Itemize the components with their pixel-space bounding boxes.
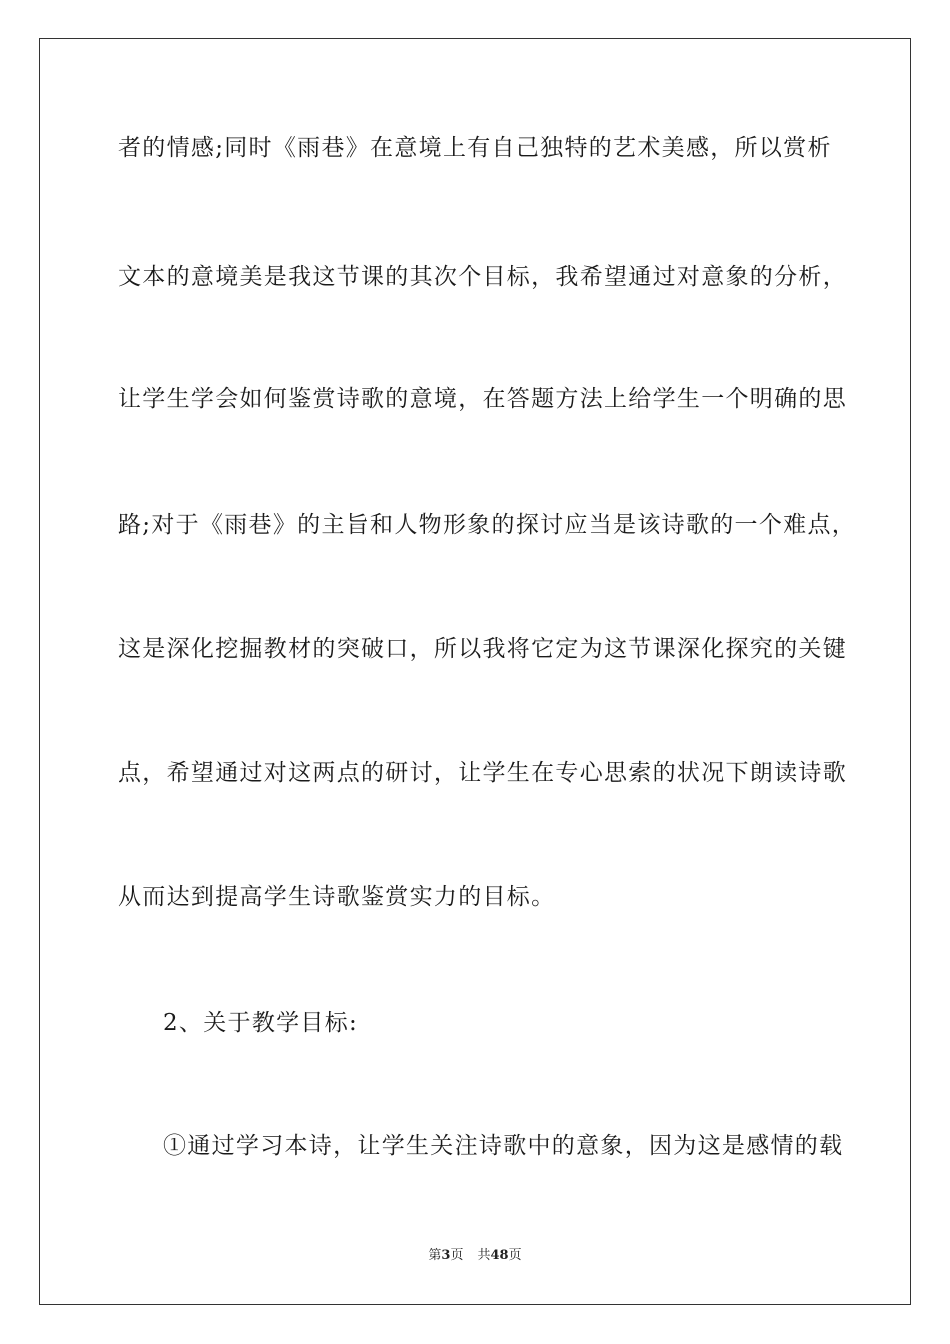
footer-total-pages: 48: [490, 1248, 509, 1263]
page-footer: [0, 1247, 950, 1265]
footer-total-suffix: 页: [508, 1248, 522, 1263]
section-heading: 2、关于教学目标:: [163, 1010, 359, 1036]
body-text-line-7: 从而达到提高学生诗歌鉴赏实力的目标。: [118, 884, 556, 910]
footer-page-prefix: 第: [428, 1248, 442, 1263]
footer-total-prefix: 共: [477, 1248, 491, 1263]
body-text-line-1: 者的情感;同时《雨巷》在意境上有自己独特的艺术美感，所以赏析: [118, 135, 832, 161]
body-text-line-4: 路;对于《雨巷》的主旨和人物形象的探讨应当是该诗歌的一个难点，: [118, 512, 857, 538]
footer-page-number: 3: [441, 1248, 451, 1263]
footer-page-suffix: 页: [450, 1248, 464, 1263]
body-text-line-2: 文本的意境美是我这节课的其次个目标，我希望通过对意象的分析，: [118, 264, 847, 290]
body-text-line-3: 让学生学会如何鉴赏诗歌的意境，在答题方法上给学生一个明确的思: [118, 386, 847, 412]
body-text-line-5: 这是深化挖掘教材的突破口，所以我将它定为这节课深化探究的关键: [118, 636, 847, 662]
body-text-line-6: 点，希望通过对这两点的研讨，让学生在专心思索的状况下朗读诗歌: [118, 760, 847, 786]
objective-line-1: ①通过学习本诗，让学生关注诗歌中的意象，因为这是感情的载: [163, 1133, 844, 1159]
page-border: [39, 38, 911, 1305]
